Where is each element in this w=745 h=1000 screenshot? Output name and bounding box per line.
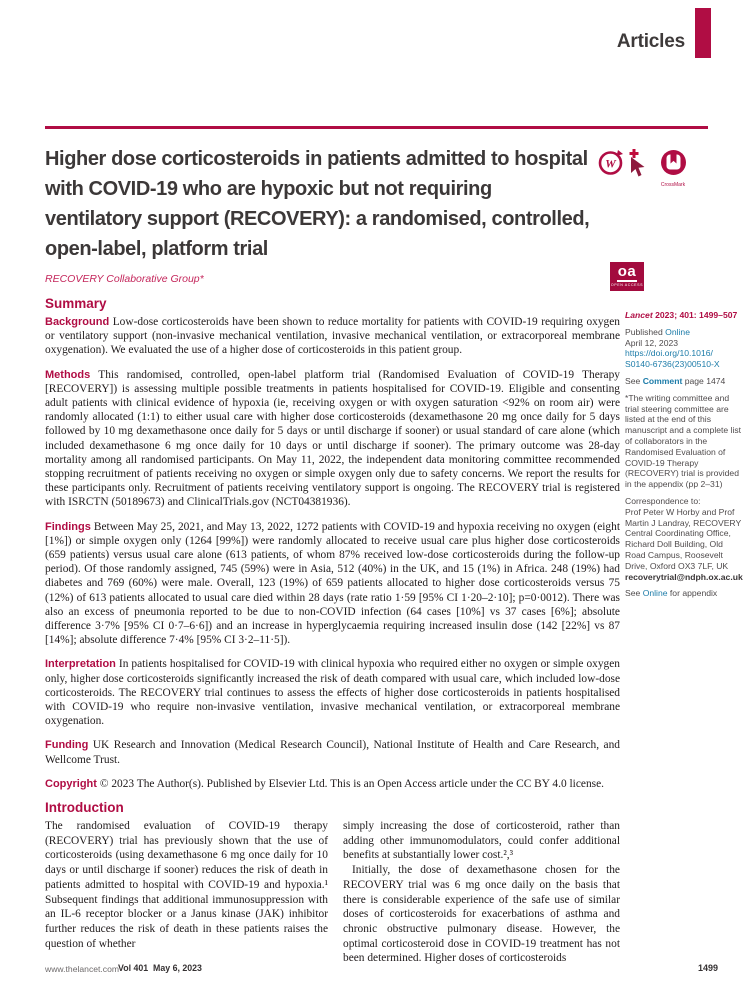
cursor-plus-icon (626, 149, 650, 179)
published-date: April 12, 2023 (625, 337, 679, 348)
findings-label: Findings (45, 520, 91, 533)
interpretation-label: Interpretation (45, 658, 116, 671)
comment-prefix: See (625, 375, 643, 386)
open-access-abbr: oa (617, 263, 637, 280)
footer-volume-date (118, 963, 202, 973)
findings-text: Between May 25, 2021, and May 13, 2022, 1272 patients with COVID-19 and hypoxia receiving no oxygen (eight [1%]) or simple oxygen only (1264 [99%]) were randomly allocated to receive usual care plus higher dose corticosteroids (659 patients) versus usual care alone (613 patients, of whom 87% received low-dose corticosteroids during the follow-up period). Of those randomly assigned, 745 (59%) were in Asia, 512 (40%) in the UK, and 15 (1%) in Africa. 248 (19%) had diabetes and 769 (60%) were male. Overall, 123 (19%) of 659 patients allocated to higher dose corticosteroids versus 75 (12%) of 613 patients allocated to usual care died within 28 days (rate ratio 1·59 [95% CI 1·20–2·10]; p=0·0012). There was also an excess of pneumonia reported to be due to non-COVID infection (64 cases [10%] vs 37 cases [6%]; absolute difference 3·7% [95% CI 0·7–6·6]) and an increase in hyperglycaemia requiring increased insulin dose (142 [22%] vs 87 [14%]; absolute difference 7·4% [95% CI 3·2–11·5]). (45, 520, 620, 647)
authors: RECOVERY Collaborative Group* (45, 273, 204, 285)
summary-copyright (45, 777, 620, 791)
introduction-col2-paragraph-1: simply increasing the dose of corticosteroid, rather than adding other immunomodulators, could confer additional benefits at substantially lower cost.²,³ (343, 820, 620, 862)
correspondence-email[interactable]: recoverytrial@ndph.ox.ac.uk (625, 571, 743, 582)
comment-suffix: page 1474 (682, 375, 726, 386)
articles-section-label: Articles (616, 31, 685, 52)
summary-background (45, 315, 620, 358)
footer-site-link[interactable]: www.thelancet.com (45, 964, 120, 974)
summary-findings (45, 520, 620, 648)
crossmark-badge[interactable] (652, 149, 694, 188)
correspondence-heading: Correspondence to: (625, 495, 701, 506)
summary-interpretation (45, 657, 620, 728)
wellcome-w-icon (597, 149, 624, 176)
footer-volume: Vol 401 (118, 963, 149, 973)
summary-methods (45, 368, 620, 510)
title-line-2: with COVID-19 who are hypoxic but not requiring (45, 178, 492, 200)
title-line-3: ventilatory support (RECOVERY): a randomised, controlled, (45, 208, 590, 230)
interpretation-text: In patients hospitalised for COVID-19 with clinical hypoxia who required either no oxygen or simple oxygen only, higher dose corticosteroids significantly increased the risk of death compared with usual care, which included low-dose corticosteroids. The RECOVERY trial continues to assess the effects of higher dose corticosteroids in patients hospitalised with COVID-19 who require non-invasive ventilation, invasive mechanical ventilation, or extracorporeal membrane oxygenation. (45, 658, 620, 728)
margin-notes (625, 310, 743, 605)
published-prefix: Published (625, 326, 666, 337)
background-text: Low-dose corticosteroids have been shown to reduce mortality for patients with COVID-19 requiring oxygen or ventilatory support (non-invasive mechanical ventilation, invasive mechanical ventilation, or extracorporeal membrane oxygenation). We evaluated the use of a higher dose of corticosteroids in this patient group. (45, 316, 620, 357)
appendix-online-link[interactable]: Online (642, 588, 668, 599)
published-block (625, 327, 743, 370)
crossmark-caption: CrossMark (660, 182, 686, 188)
crossmark-icon (660, 149, 687, 176)
doi-link-line2[interactable]: S0140-6736(23)00510-X (625, 359, 720, 370)
methods-label: Methods (45, 368, 91, 381)
published-online-link[interactable]: Online (665, 326, 690, 337)
title-badges (597, 149, 709, 188)
articles-section-bar (695, 8, 711, 58)
summary-section (45, 296, 620, 801)
introduction-column-2 (343, 819, 620, 966)
summary-heading: Summary (45, 296, 107, 311)
comment-link[interactable]: Comment (642, 375, 683, 386)
header-rule (45, 126, 708, 129)
footer-date: May 6, 2023 (153, 963, 202, 973)
copyright-text: © 2023 The Author(s). Published by Elsevier Ltd. This is an Open Access article under the CC BY 4.0 license. (99, 777, 604, 790)
introduction-col2-paragraph-2: Initially, the dose of dexamethasone chosen for the RECOVERY trial was 6 mg once daily on the basis that there is considerable experience of the safe use of similar doses of corticosteroids for exacerbations of asthma and chronic obstructive pulmonary disease. However, the optimal corticosteroid dose in COVID-19 treatment has not been determined. Higher doses of corticosteroids (343, 864, 620, 965)
title-line-4: open-label, platform trial (45, 238, 268, 260)
open-access-label: OPEN ACCESS (610, 283, 644, 287)
introduction-heading: Introduction (45, 800, 124, 815)
funding-label: Funding (45, 739, 89, 752)
correspondence-block (625, 496, 743, 582)
open-access-badge[interactable] (610, 262, 644, 291)
doi-link-line1[interactable]: https://doi.org/10.1016/ (625, 348, 713, 359)
page-title (45, 144, 620, 264)
methods-text: This randomised, controlled, open-label platform trial (Randomised Evaluation of COVID-19 Therapy [RECOVERY]) is assessing multiple possible treatments in patients hospitalised for COVID-19. Eligible and consenting adult patients with clinical evidence of hypoxia (ie, receiving oxygen or with oxygen saturation <92% on room air) were randomly allocated (1:1) to either usual care with higher dose corticosteroids (dexamethasone 20 mg once daily for 5 days followed by 10 mg dexamethasone once daily for 5 days or until discharge if sooner) or usual standard of care alone (which included dexamethasone 6 mg once daily for 10 days or until discharge if sooner). The primary outcome was 28-day mortality among all randomised participants. On May 11, 2022, the independent data monitoring committee recommended stopping recruitment of patients receiving no oxygen or simple oxygen only due to safety concerns. We report the results for these participants only. Recruitment of patients receiving ventilatory support is ongoing. The RECOVERY trial is registered with ISRCTN (50189673) and ClinicalTrials.gov (NCT04381936). (45, 368, 620, 509)
summary-funding (45, 738, 620, 766)
svg-text:W: W (605, 156, 616, 171)
see-appendix-note (625, 588, 743, 599)
correspondence-address: Prof Peter W Horby and Prof Martin J Landray, RECOVERY Central Coordinating Office, Richard Doll Building, Old Road Campus, Roosevelt Drive, Oxford OX3 7LF, UK (625, 506, 742, 571)
citation (625, 310, 743, 321)
citation-journal: Lancet (625, 310, 653, 320)
appendix-suffix: for appendix (667, 588, 718, 599)
see-comment-note (625, 376, 743, 387)
copyright-label: Copyright (45, 777, 97, 790)
footer-page-number: 1499 (697, 963, 718, 973)
background-label: Background (45, 316, 110, 328)
introduction-column-1: The randomised evaluation of COVID-19 therapy (RECOVERY) trial has previously shown that the use of corticosteroids (using dexamethasone 6 mg once daily for 10 days or until discharge if sooner) reduces the risk of death in patients admitted to hospital with COVID-19 and hypoxia.¹ Subsequent findings that additional immunosuppression with an IL-6 receptor blocker or a Janus kinase (JAK) inhibitor further reduces the risk of death in these patients raises the question of whether (45, 820, 328, 950)
appendix-prefix: See (625, 588, 643, 599)
committee-footnote: *The writing committee and trial steering committee are listed at the end of this manuscript and a complete list of collaborators in the Randomised Evaluation of COVID-19 Therapy (RECOVERY) trial is provided in the appendix (pp 2–31) (625, 392, 742, 490)
citation-rest: 2023; 401: 1499–507 (652, 310, 738, 320)
title-line-1: Higher dose corticosteroids in patients admitted to hospital (45, 148, 588, 170)
funding-text: UK Research and Innovation (Medical Research Council), National Institute of Health and Care Research, and Wellcome Trust. (45, 739, 620, 766)
